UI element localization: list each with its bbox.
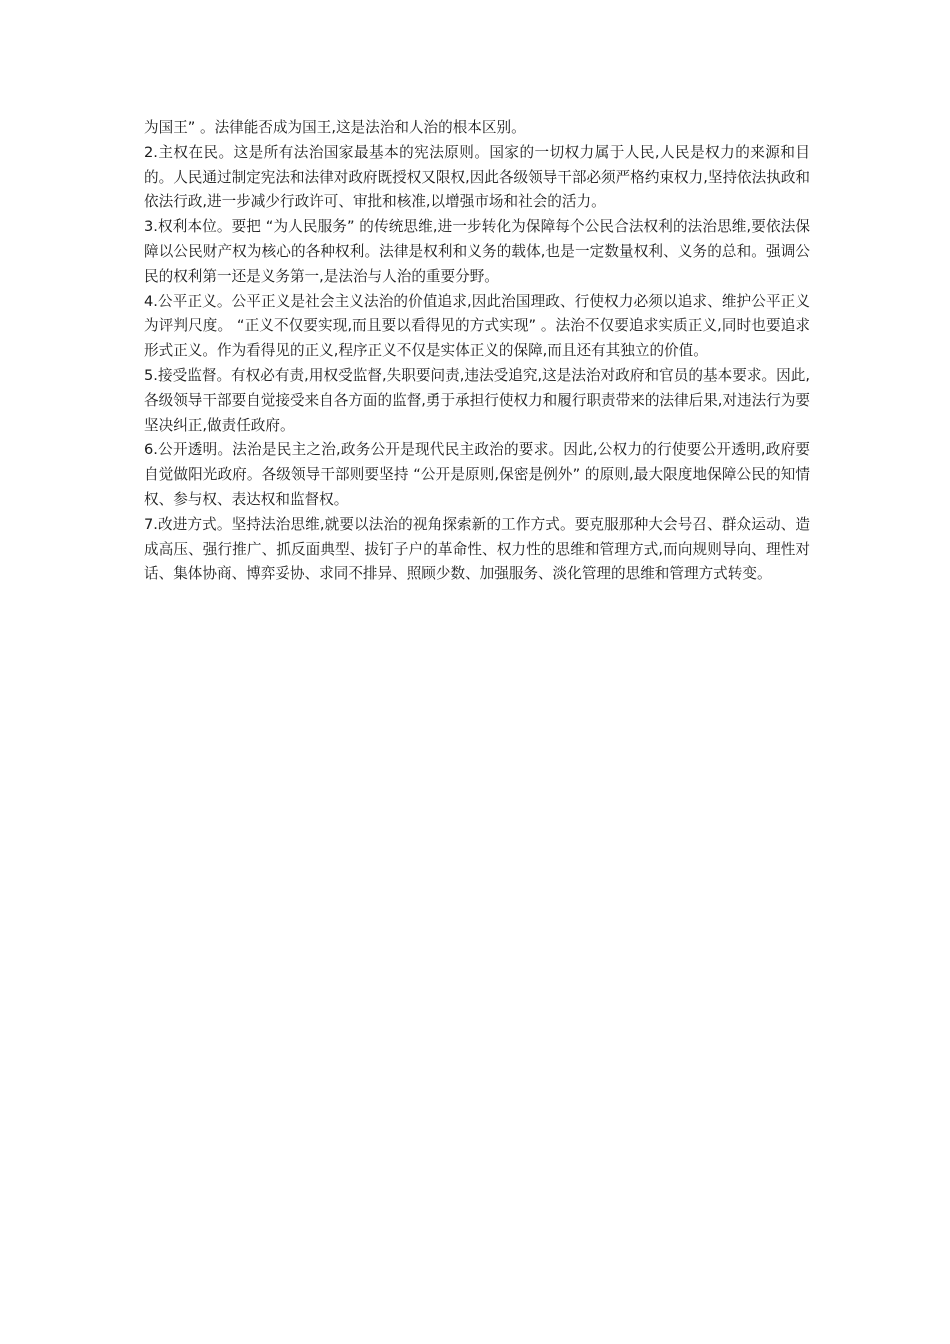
paragraph-sovereignty: 2.主权在民。这是所有法治国家最基本的宪法原则。国家的一切权力属于人民,人民是权力的来源和目的。人民通过制定宪法和法律对政府既授权又限权,因此各级领导干部必须严格约束权力,坚持依法执政和依法行政,进一步减少行政许可、审批和核准,以增强市场和社会的活力。 (144, 143, 811, 211)
paragraph-continuation: 为国王” 。法律能否成为国王,这是法治和人治的根本区别。 (144, 119, 526, 136)
paragraph-justice: 4.公平正义。公平正义是社会主义法治的价值追求,因此治国理政、行使权力必须以追求、维护公平正义为评判尺度。 “正义不仅要实现,而且要以看得见的方式实现” 。法治不仅要追求实质正义,同时也要追求形式正义。作为看得见的正义,程序正义不仅是实体正义的保障,而且还有其独立的价值。 (144, 292, 810, 360)
paragraph-supervision: 5.接受监督。有权必有责,用权受监督,失职要问责,违法受追究,这是法治对政府和官员的基本要求。因此,各级领导干部要自觉接受来自各方面的监督,勇于承担行使权力和履行职责带来的法律后果,对违法行为要坚决纠正,做责任政府。 (144, 366, 811, 434)
document-body (144, 116, 810, 587)
paragraph-methods: 7.改进方式。坚持法治思维,就要以法治的视角探索新的工作方式。要克服那种大会号召、群众运动、造成高压、强行推广、抓反面典型、拔钉子户的革命性、权力性的思维和管理方式,而向规则导向、理性对话、集体协商、博弈妥协、求同不排异、照顾少数、加强服务、淡化管理的思维和管理方式转变。 (144, 515, 810, 583)
paragraph-rights: 3.权利本位。要把 “为人民服务” 的传统思维,进一步转化为保障每个公民合法权利的法治思维,要依法保障以公民财产权为核心的各种权利。法律是权利和义务的载体,也是一定数量权利、义务的总和。强调公民的权利第一还是义务第一,是法治与人治的重要分野。 (144, 218, 810, 285)
paragraph-transparency: 6.公开透明。法治是民主之治,政务公开是现代民主政治的要求。因此,公权力的行使要公开透明,政府要自觉做阳光政府。各级领导干部则要坚持 “公开是原则,保密是例外” 的原则,最大限度地保障公民的知情权、参与权、表达权和监督权。 (144, 441, 810, 508)
